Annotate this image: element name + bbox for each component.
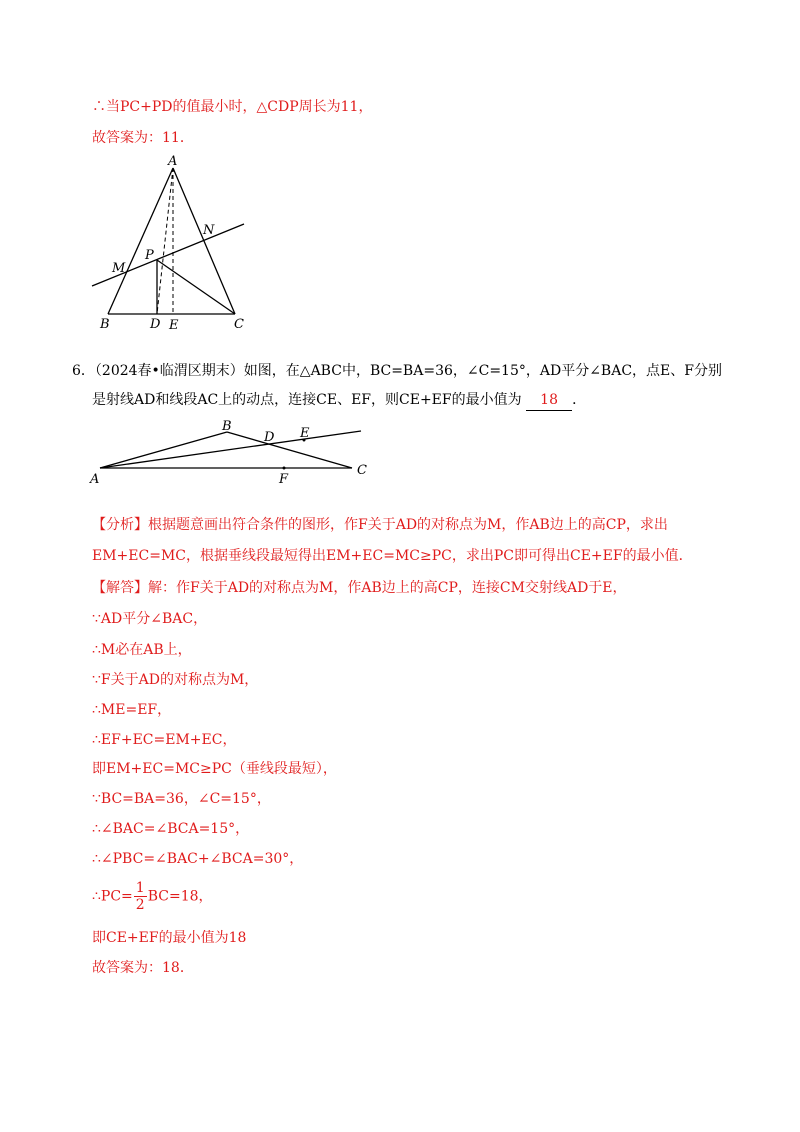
label-D: D [264, 430, 275, 445]
label-B: B [100, 317, 110, 332]
label-B: B [222, 419, 232, 434]
fraction-numerator: 1 [135, 880, 145, 896]
answer-blank: 18 [526, 390, 572, 411]
label-P: P [145, 248, 154, 263]
label-F: F [279, 472, 289, 487]
solution-step-13: 故答案为：18． [92, 960, 194, 976]
analysis-line-2: EM+EC=MC，根据垂线段最短得出EM+EC=MC≥PC，求出PC即可得出CE+EF的最小值． [92, 548, 693, 564]
solution-step-9: ∴∠BAC=∠BCA=15°， [92, 821, 250, 837]
solution-step-1: 【解答】解：作F关于AD的对称点为M，作AB边上的高CP，连接CM交射线AD于E， [92, 580, 627, 596]
problem-6-line-2 [92, 390, 586, 411]
label-M: M [112, 261, 126, 276]
analysis-line-1: 【分析】根据题意画出符合条件的图形，作F关于AD的对称点为M，作AB边上的高CP，求出 [92, 517, 668, 533]
solution-step-6: ∴EF+EC=EM+EC， [92, 732, 237, 748]
solution-step-3: ∴M必在AB上， [92, 642, 192, 658]
solution-step-7: 即EM+EC=MC≥PC（垂线段最短）， [92, 761, 337, 777]
problem-text-2: 是射线AD和线段AC上的动点，连接CE、EF，则CE+EF的最小值为 [92, 392, 522, 408]
fraction-one-half [134, 880, 147, 913]
solution-step-11 [92, 880, 213, 913]
solution-step-5: ∴ME=EF， [92, 702, 172, 718]
solution-line-1: ∴当PC+PD的值最小时，△CDP周长为11， [92, 99, 373, 115]
solution-step-2: ∵AD平分∠BAC， [92, 611, 208, 627]
fraction-denominator: 2 [135, 897, 145, 913]
step-11-prefix: ∴PC= [92, 888, 133, 905]
figure-2-triangle [85, 415, 385, 490]
problem-text-end: ． [572, 392, 587, 408]
label-A: A [168, 154, 178, 169]
problem-6-line-1 [72, 361, 722, 381]
label-E: E [300, 426, 310, 441]
solution-step-10: ∴∠PBC=∠BAC+∠BCA=30°， [92, 851, 304, 867]
label-D: D [150, 317, 161, 332]
problem-text-1: （2024春•临渭区期末）如图，在△ABC中，BC=BA=36，∠C=15°，AD平分∠BAC，点E、F分别 [94, 363, 722, 379]
label-C: C [234, 317, 244, 332]
figure-1-triangle [80, 150, 270, 335]
solution-step-12: 即CE+EF的最小值为18 [92, 930, 247, 946]
problem-number: 6． [72, 363, 95, 379]
label-E: E [169, 318, 179, 333]
label-C: C [357, 463, 367, 478]
step-11-suffix: BC=18， [147, 888, 213, 905]
label-A: A [90, 472, 100, 487]
solution-line-2: 故答案为：11． [92, 130, 194, 146]
label-N: N [203, 223, 215, 238]
solution-step-8: ∵BC=BA=36，∠C=15°， [92, 791, 271, 807]
solution-step-4: ∵F关于AD的对称点为M， [92, 672, 259, 688]
